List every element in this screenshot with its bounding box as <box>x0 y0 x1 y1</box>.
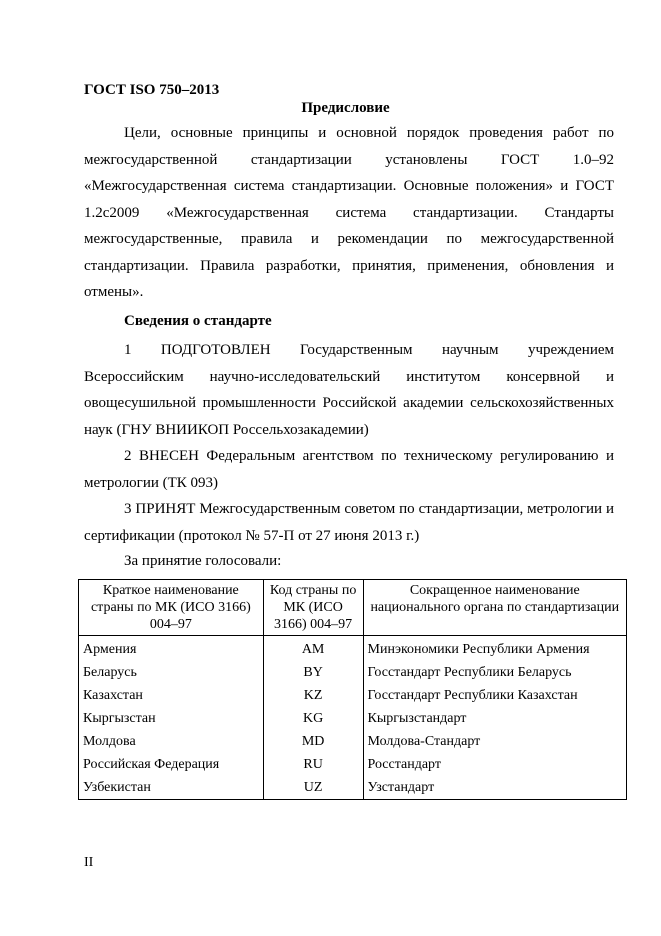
code-cell: RU <box>263 753 363 776</box>
table-row <box>79 707 627 730</box>
standard-info-title: Сведения о стандарте <box>124 313 272 329</box>
body-cell: Узстандарт <box>363 776 626 800</box>
page-number: II <box>84 855 94 870</box>
code-cell: MD <box>263 730 363 753</box>
item-prepared: 1 ПОДГОТОВЛЕН Государственным научным учреждением Всероссийским научно-исследовательский институтом консервной и овощесушильной промышленности Российской академии сельскохозяйственных наук (ГНУ ВНИИКОП Россельхозакадемии) <box>84 342 614 438</box>
preface-paragraph: Цели, основные принципы и основной порядок проведения работ по межгосударственной стандартизации установлены ГОСТ 1.0–92 «Межгосударственная система стандартизации. Основные положения» и ГОСТ 1.2c2009 «Межгосударственная система стандартизации. Стандарты межгосударственные, правила и рекомендации по межгосударственной стандартизации. Правила разработки, принятия, применения, обновления и отмены». <box>84 125 614 300</box>
country-cell: Молдова <box>79 730 264 753</box>
code-cell: KG <box>263 707 363 730</box>
body-cell: Госстандарт Республики Казахстан <box>363 684 626 707</box>
country-cell: Кыргызстан <box>79 707 264 730</box>
body-cell: Минэкономики Республики Армения <box>363 636 626 662</box>
country-cell: Российская Федерация <box>79 753 264 776</box>
table-row <box>79 636 627 662</box>
table-row <box>79 730 627 753</box>
column-header-country: Краткое наименование страны по МК (ИСО 3166) 004–97 <box>79 580 264 636</box>
table-row <box>79 776 627 800</box>
table-row <box>79 753 627 776</box>
item-introduced: 2 ВНЕСЕН Федеральным агентством по техническому регулированию и метрологии (ТК 093) <box>84 448 614 491</box>
table-row <box>79 684 627 707</box>
item-adopted: 3 ПРИНЯТ Межгосударственным советом по стандартизации, метрологии и сертификации (протокол № 57-П от 27 июня 2013 г.) <box>84 501 614 544</box>
code-cell: AM <box>263 636 363 662</box>
code-cell: KZ <box>263 684 363 707</box>
country-cell: Казахстан <box>79 684 264 707</box>
country-cell: Беларусь <box>79 661 264 684</box>
code-cell: UZ <box>263 776 363 800</box>
table-row <box>79 661 627 684</box>
column-header-code: Код страны по МК (ИСО 3166) 004–97 <box>263 580 363 636</box>
body-cell: Госстандарт Республики Беларусь <box>363 661 626 684</box>
code-cell: BY <box>263 661 363 684</box>
table-header-row <box>79 580 627 636</box>
body-cell: Молдова-Стандарт <box>363 730 626 753</box>
country-cell: Узбекистан <box>79 776 264 800</box>
preface-title: Предисловие <box>301 100 390 116</box>
column-header-body: Сокращенное наименование национального органа по стандартизации <box>363 580 626 636</box>
body-cell: Росстандарт <box>363 753 626 776</box>
body-cell: Кыргызстандарт <box>363 707 626 730</box>
vote-label: За принятие голосовали: <box>124 553 282 569</box>
country-cell: Армения <box>79 636 264 662</box>
voting-countries-table <box>78 579 627 800</box>
document-header: ГОСТ ISO 750–2013 <box>84 82 220 98</box>
